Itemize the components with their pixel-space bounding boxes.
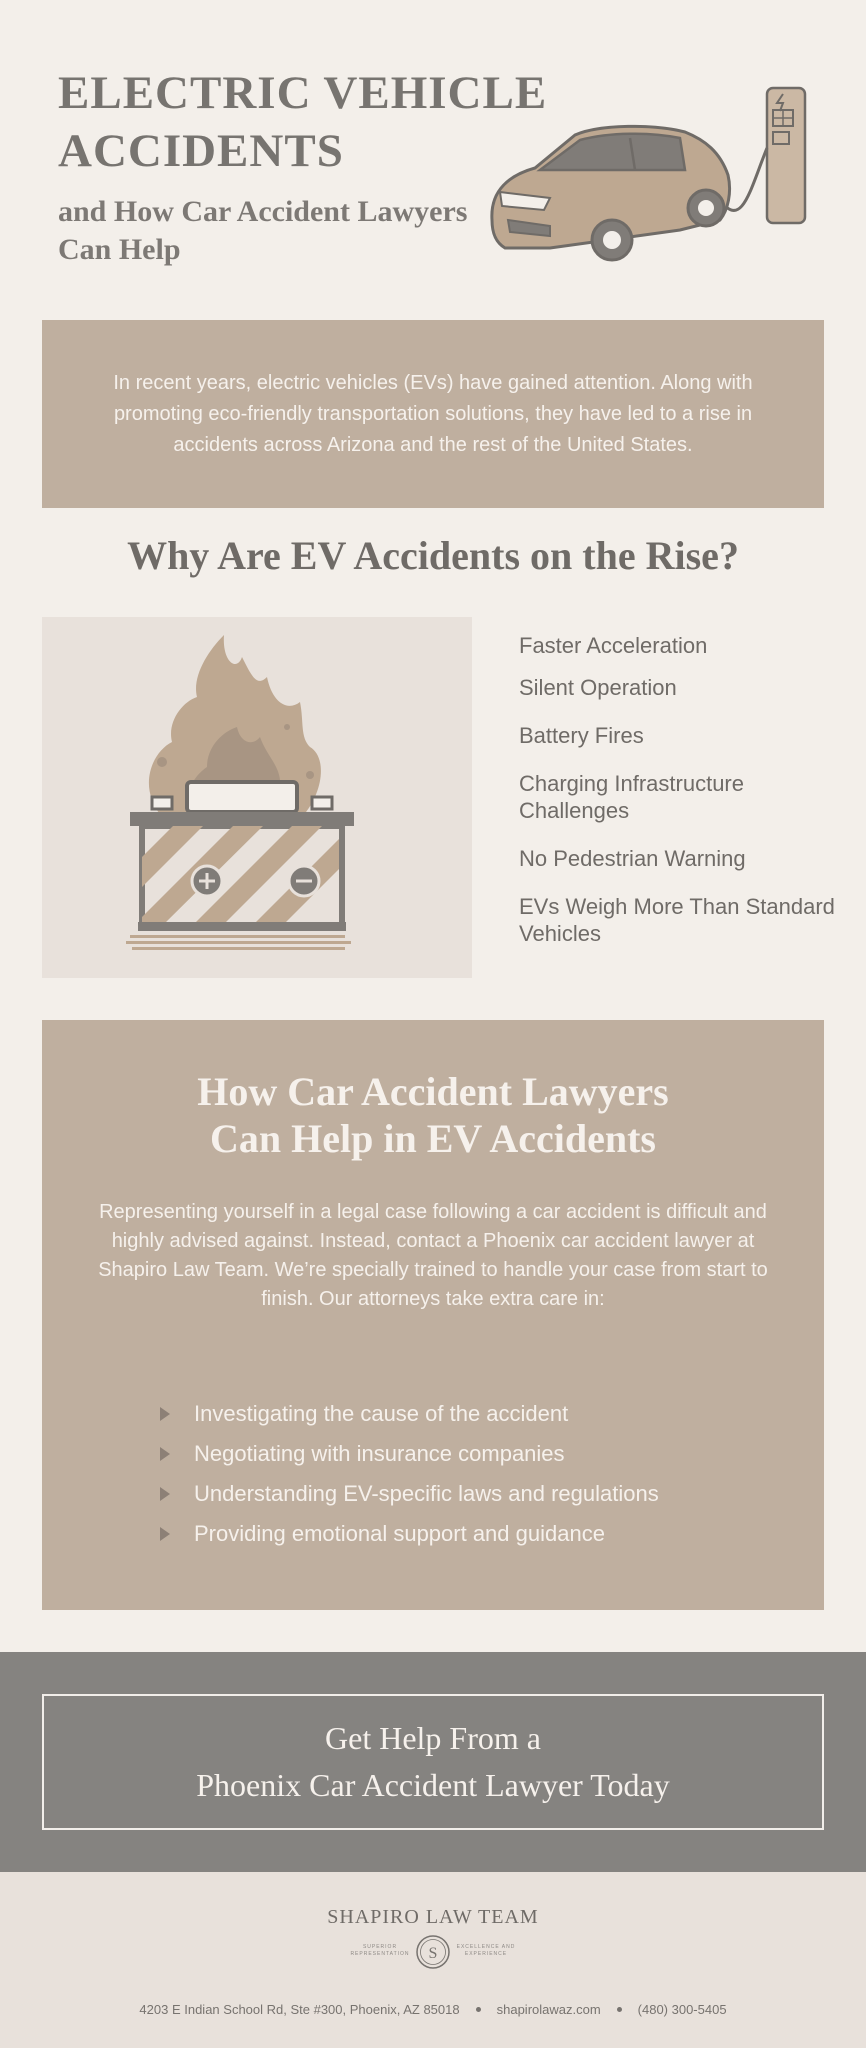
help-list-item-text: Negotiating with insurance companies <box>194 1441 565 1466</box>
help-list-item <box>160 1514 659 1554</box>
triangle-bullet-icon <box>160 1407 170 1421</box>
phone-link[interactable]: (480) 300-5405 <box>637 2002 727 2017</box>
help-list <box>160 1394 659 1554</box>
help-list-item-text: Providing emotional support and guidance <box>194 1521 605 1546</box>
battery-fire-icon <box>42 617 472 978</box>
help-list-item <box>160 1474 659 1514</box>
footer <box>0 1872 866 2048</box>
triangle-bullet-icon <box>160 1487 170 1501</box>
electric-car-charging-icon <box>480 80 820 280</box>
page-subtitle: and How Car Accident Lawyers Can Help <box>58 195 468 266</box>
help-text: Representing yourself in a legal case following a car accident is difficult and highly advised against. Instead, contact a Phoenix car accident lawyer at Shapiro Law Team. We’re specially trained to handle your case from start to finish. Our attorneys take extra care in: <box>98 1201 768 1310</box>
contact-line <box>0 2002 866 2017</box>
website-link[interactable]: shapirolawaz.com <box>496 2002 601 2017</box>
tagline-left: SUPERIOR REPRESENTATION <box>350 1944 410 1957</box>
cta-line1: Get Help From a <box>325 1720 541 1756</box>
address: 4203 E Indian School Rd, Ste #300, Phoenix, AZ 85018 <box>139 2002 460 2017</box>
help-list-item-text: Investigating the cause of the accident <box>194 1401 569 1426</box>
reason-item: Faster Acceleration <box>519 633 708 658</box>
battery-fire-illustration <box>42 617 472 978</box>
reason-item: EVs Weigh More Than Standard Vehicles <box>519 894 835 946</box>
reason-item: No Pedestrian Warning <box>519 846 746 871</box>
help-list-item <box>160 1434 659 1474</box>
brand-name: SHAPIRO LAW TEAM <box>327 1906 539 1928</box>
intro-banner <box>42 320 824 508</box>
separator-dot <box>476 2007 481 2012</box>
reason-item: Battery Fires <box>519 723 644 748</box>
reasons-list <box>519 632 839 947</box>
help-heading-line1: How Car Accident Lawyers <box>197 1069 669 1114</box>
help-list-item-text: Understanding EV-specific laws and regulations <box>194 1481 659 1506</box>
cta-banner <box>0 1652 866 1872</box>
help-list-item <box>160 1394 659 1434</box>
header <box>0 0 866 300</box>
seal-letter: S <box>428 1945 438 1962</box>
reason-item: Charging Infrastructure Challenges <box>519 771 744 823</box>
why-heading: Why Are EV Accidents on the Rise? <box>127 533 739 578</box>
lawyers-help-section <box>42 1020 824 1610</box>
separator-dot <box>617 2007 622 2012</box>
help-heading <box>42 1068 824 1162</box>
help-heading-line2: Can Help in EV Accidents <box>210 1116 656 1161</box>
cta-line2: Phoenix Car Accident Lawyer Today <box>196 1767 670 1803</box>
reason-item: Silent Operation <box>519 675 677 700</box>
triangle-bullet-icon <box>160 1527 170 1541</box>
intro-text: In recent years, electric vehicles (EVs) have gained attention. Along with promoting eco-friendly transportation solutions, they have led to a rise in accidents across Arizona and the rest of the United States. <box>113 371 753 456</box>
tagline-right: EXCELLENCE AND EXPERIENCE <box>456 1944 516 1957</box>
page-title: ELECTRIC VEHICLE ACCIDENTS <box>58 67 548 177</box>
cta-box[interactable] <box>42 1694 824 1830</box>
triangle-bullet-icon <box>160 1447 170 1461</box>
